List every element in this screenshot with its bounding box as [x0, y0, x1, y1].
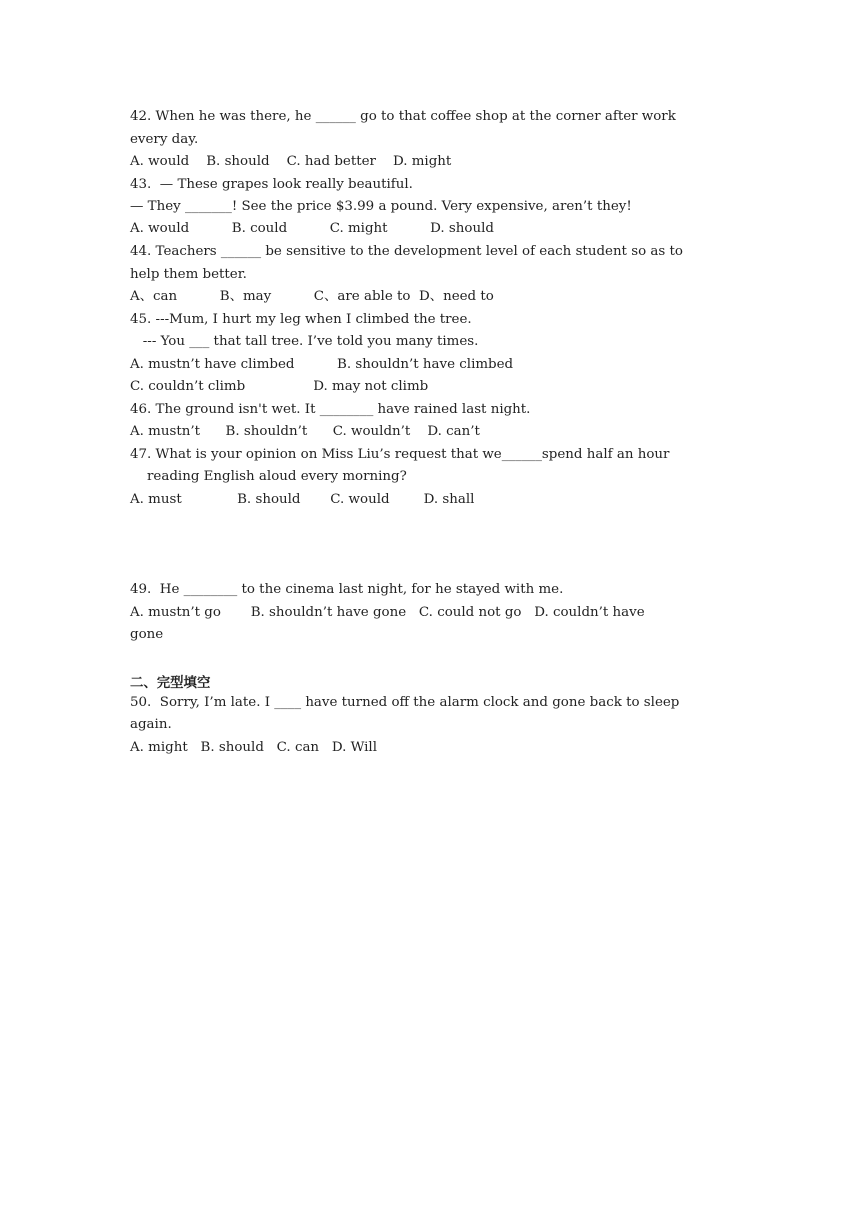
section-heading: 二、完型填空 — [130, 676, 211, 691]
q47-stem-cont: reading English aloud every morning? — [130, 469, 407, 484]
q45-options-ab: A. mustn’t have climbed B. shouldn’t have climbed — [130, 357, 514, 372]
q42-stem-cont: every day. — [130, 132, 199, 147]
q44-stem: 44. Teachers ______ be sensitive to the development level of each student so as to — [130, 244, 683, 259]
q47-stem: 47. What is your opinion on Miss Liu’s request that we______spend half an hour — [130, 447, 670, 462]
q42-stem: 42. When he was there, he ______ go to that coffee shop at the corner after work — [130, 109, 676, 124]
q42-options: A. would B. should C. had better D. might — [130, 154, 452, 169]
q45-stem: 45. ---Mum, I hurt my leg when I climbed the tree. — [130, 312, 472, 327]
q47-options: A. must B. should C. would D. shall — [130, 492, 475, 507]
q44-stem-cont: help them better. — [130, 267, 247, 282]
q49-options: A. mustn’t go B. shouldn’t have gone C. could not go D. couldn’t have — [130, 605, 645, 620]
q50-stem-cont: again. — [130, 717, 172, 732]
q43-stem-cont: — They _______! See the price $3.99 a pound. Very expensive, aren’t they! — [130, 199, 632, 214]
q45-options-cd: C. couldn’t climb D. may not climb — [130, 379, 429, 394]
q43-options: A. would B. could C. might D. should — [130, 221, 494, 236]
q44-options: A、can B、may C、are able to D、need to — [130, 289, 494, 304]
q46-stem: 46. The ground isn't wet. It ________ have rained last night. — [130, 402, 531, 417]
q50-stem: 50. Sorry, I’m late. I ____ have turned off the alarm clock and gone back to sleep — [130, 695, 680, 710]
q45-stem-cont: --- You ___ that tall tree. I’ve told you many times. — [130, 334, 479, 349]
q49-stem: 49. He ________ to the cinema last night, for he stayed with me. — [130, 582, 564, 597]
q43-stem: 43. — These grapes look really beautiful. — [130, 177, 413, 192]
q49-options-cont: gone — [130, 627, 164, 642]
q50-options: A. might B. should C. can D. Will — [130, 740, 377, 755]
q46-options: A. mustn’t B. shouldn’t C. wouldn’t D. can’t — [130, 424, 480, 439]
